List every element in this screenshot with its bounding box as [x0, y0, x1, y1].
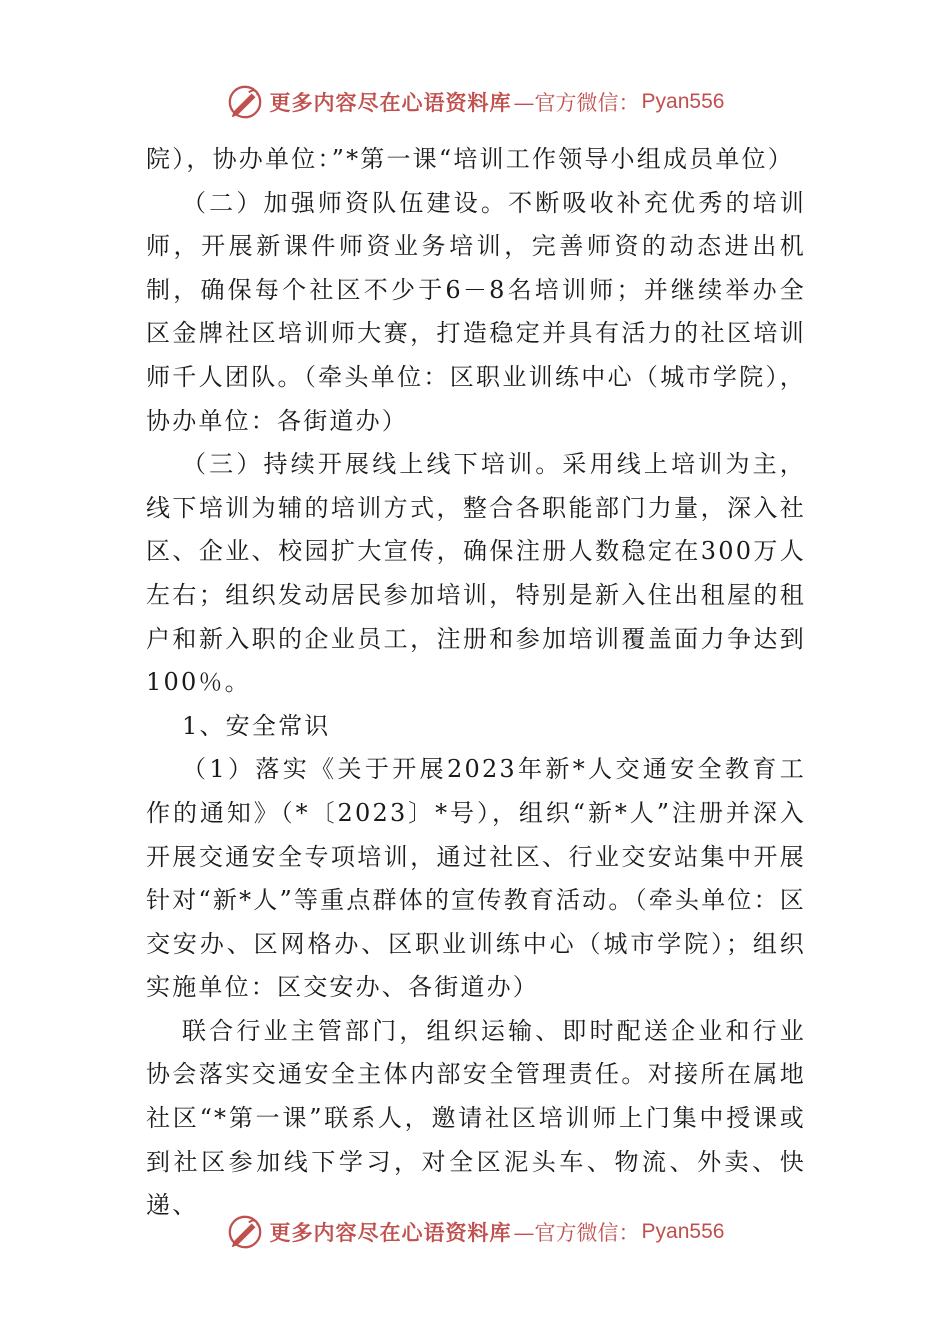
watermark-code-text: Pyan556	[641, 1220, 725, 1243]
pen-logo-icon	[226, 1213, 264, 1251]
paragraph-4: 1、安全常识	[182, 711, 331, 740]
paragraph-1: 院），协办单位：”*第一课“培训工作领导小组成员单位）	[146, 145, 794, 173]
watermark-main-text: 更多内容尽在心语资料库	[269, 90, 512, 115]
paragraph-2: （二）加强师资队伍建设。不断吸收补充优秀的培训师，开展新课件师资业务培训，完善师资的动态进出机制，确保每个社区不少于6－8名培训师；并继续举办全区金牌社区培训师大赛，打造稳定并具有活力的社区培训师千人团队。（牵头单位：区职业训练中心（城市学院），协办单位：各街道办）	[146, 188, 806, 435]
watermark-sub-text: —官方微信：	[513, 91, 640, 115]
paragraph-3: （三）持续开展线上线下培训。采用线上培训为主，线下培训为辅的培训方式，整合各职能部门力量，深入社区、企业、校园扩大宣传，确保注册人数稳定在300万人左右；组织发动居民参加培训，特别是新入住出租屋的租户和新入职的企业员工，注册和参加培训覆盖面力争达到100％。	[146, 450, 806, 697]
watermark-footer	[0, 1210, 950, 1254]
watermark-main-text: 更多内容尽在心语资料库	[269, 1220, 512, 1245]
watermark-header	[0, 80, 950, 124]
paragraph-6: 联合行业主管部门，组织运输、即时配送企业和行业协会落实交通安全主体内部安全管理责任。对接所在属地社区“*第一课”联系人，邀请社区培训师上门集中授课或到社区参加线下学习，对全区泥头车、物流、外卖、快递、	[146, 1016, 806, 1220]
watermark-code-text: Pyan556	[641, 90, 725, 113]
watermark-sub-text: —官方微信：	[513, 1221, 640, 1245]
document-body	[146, 138, 806, 1228]
pen-logo-icon	[226, 83, 264, 121]
paragraph-5: （1）落实《关于开展2023年新*人交通安全教育工作的通知》（*〔2023〕*号），组织“新*人”注册并深入开展交通安全专项培训，通过社区、行业交安站集中开展针对“新*人”等重点群体的宣传教育活动。（牵头单位：区交安办、区网格办、区职业训练中心（城市学院）；组织实施单位：区交安办、各街道办）	[146, 755, 806, 1002]
